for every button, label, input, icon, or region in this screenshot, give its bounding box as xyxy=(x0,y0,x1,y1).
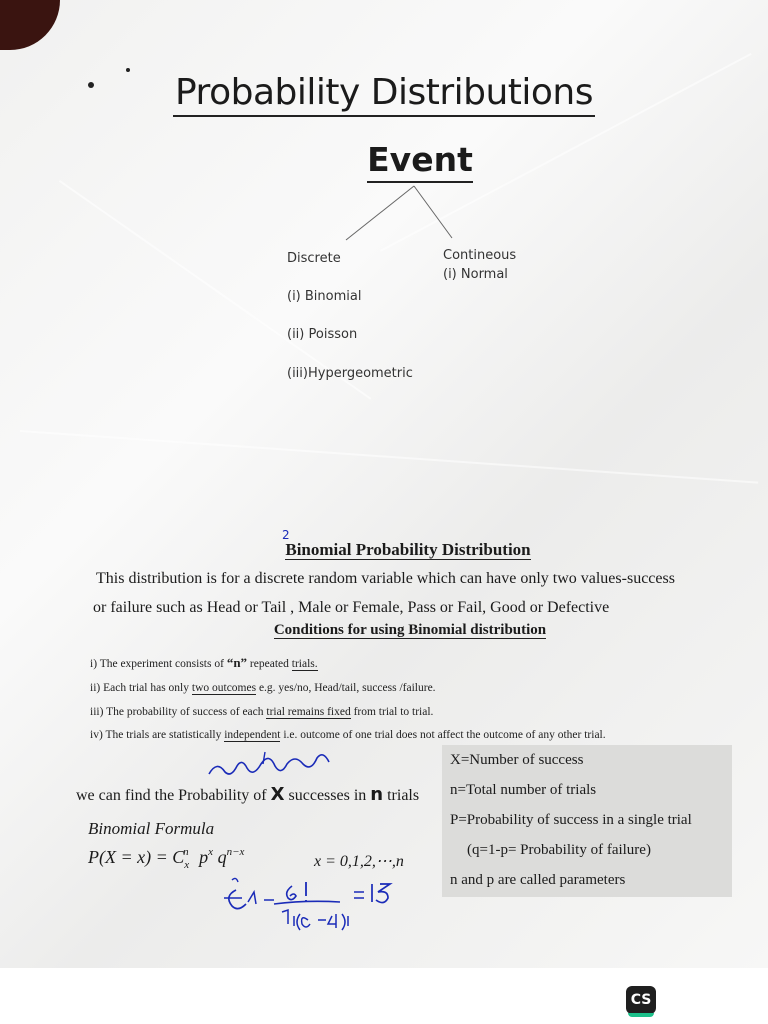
continuous-label: Contineous xyxy=(443,248,517,263)
conditions-heading: Conditions for using Binomial distribution xyxy=(273,622,547,638)
continuous-item: (i) Normal xyxy=(443,267,508,282)
x-range: x = 0,1,2,⋯,n xyxy=(314,853,404,870)
handwritten-mark: 2 xyxy=(282,528,290,542)
intro-paragraph-line: This distribution is for a discrete random variable which can have only two values-success xyxy=(96,570,675,587)
discrete-item: (i) Binomial xyxy=(287,289,362,304)
event-heading: Event xyxy=(0,140,768,179)
discrete-item: (iii)Hypergeometric xyxy=(287,366,413,381)
binomial-heading: Binomial Probability Distribution xyxy=(285,540,531,559)
legend-line: P=Probability of success in a single trial xyxy=(450,812,692,828)
formula-title: Binomial Formula xyxy=(88,819,215,838)
discrete-item: (ii) Poisson xyxy=(287,327,358,342)
legend-line: n and p are called parameters xyxy=(450,872,626,888)
condition-item: iii) The probability of success of each trial remains fixed from trial to trial. xyxy=(90,706,434,718)
paper-crease xyxy=(20,430,758,484)
legend-line: (q=1-p= Probability of failure) xyxy=(467,842,651,858)
handwritten-example xyxy=(222,876,412,936)
document-title: Probability Distributions xyxy=(0,72,768,113)
legend-line: X=Number of success xyxy=(450,752,584,768)
intro-paragraph-line: or failure such as Head or Tail , Male or Female, Pass or Fail, Good or Defective xyxy=(93,599,610,616)
legend-line: n=Total number of trials xyxy=(450,782,597,798)
condition-item: i) The experiment consists of “n” repeated trials. xyxy=(90,655,318,670)
handwritten-note xyxy=(205,748,355,782)
camscanner-logo: CS xyxy=(626,986,656,1014)
condition-item: ii) Each trial has only two outcomes e.g. yes/no, Head/tail, success /failure. xyxy=(90,682,436,694)
discrete-label: Discrete xyxy=(287,251,341,266)
binomial-formula: $P(X = x) = C_x^n$ $p^x$ $q^{n-x}$ xyxy=(88,846,245,871)
condition-item: iv) The trials are statistically independent i.e. outcome of one trial does not affect the outcome of any other trial. xyxy=(90,729,606,741)
find-sentence: we can find the Probability of X successes in n trials xyxy=(76,784,420,805)
tree-branches xyxy=(0,0,768,300)
